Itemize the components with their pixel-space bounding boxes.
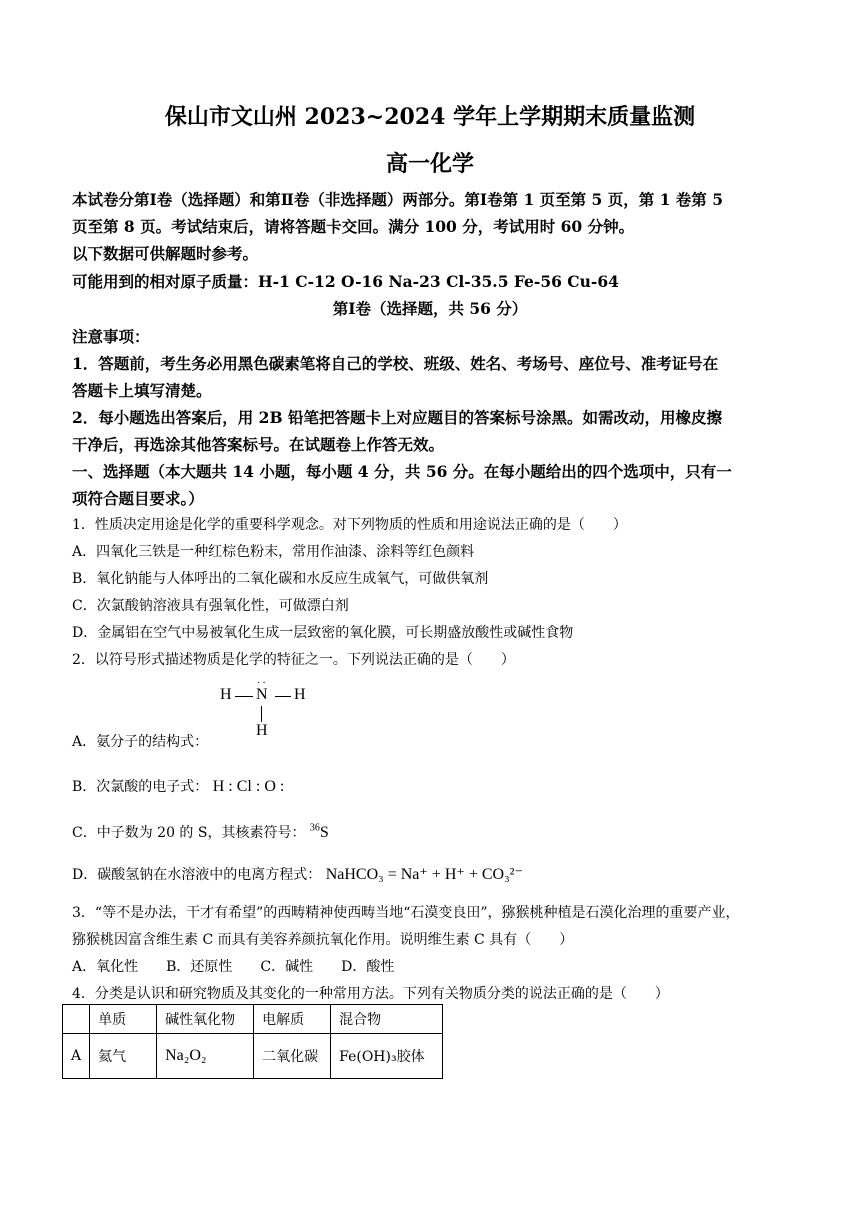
option-b-label: B．次氯酸的电子式： — [72, 779, 209, 795]
option-d — [72, 864, 802, 884]
nuclide-symbol — [310, 824, 329, 841]
intro-line: 以下数据可供解题时参考。 — [72, 244, 259, 263]
intro-line: 页至第 8 页。考试结束后，请将答题卡交回。满分 100 分，考试用时 60 分钟。 — [72, 217, 635, 236]
table-header-cell: 碱性氧化物 — [157, 1005, 254, 1034]
classification-table — [62, 1004, 443, 1079]
hydrogen-atom: H — [294, 686, 306, 703]
question-stem: 猕猴桃因富含维生素 C 而具有美容养颜抗氧化作用。说明维生素 C 具有（ ） — [72, 932, 574, 948]
nitrogen-atom: N — [256, 686, 268, 703]
question-stem: 1．性质决定用途是化学的重要科学观念。对下列物质的性质和用途说法正确的是（ ） — [72, 517, 627, 533]
table-cell: 氦气 — [90, 1034, 157, 1079]
hclo-electron-formula: H : Cl : O : — [212, 778, 285, 795]
intro-line: 本试卷分第Ⅰ卷（选择题）和第Ⅱ卷（非选择题）两部分。第Ⅰ卷第 1 页至第 5 页，第 1 卷第 5 — [72, 190, 723, 209]
ionization-equation: NaHCO₃ = Na⁺ + H⁺ + CO₃²⁻ — [325, 866, 523, 883]
option-d-label: D．碳酸氢钠在水溶液中的电离方程式： — [72, 867, 322, 883]
note-item: 答题卡上填写清楚。 — [72, 381, 212, 400]
table-cell: 二氧化碳 — [254, 1034, 331, 1079]
option-a: A．氨分子的结构式： — [72, 734, 209, 750]
table-header-cell: 单质 — [90, 1005, 157, 1034]
option-c-label: C．中子数为 20 的 S，其核素符号： — [72, 825, 306, 841]
note-item: 2．每小题选出答案后，用 2B 铅笔把答题卡上对应题目的答案标号涂黑。如需改动，用橡皮擦 — [72, 408, 722, 427]
option-d: D．金属铝在空气中易被氧化生成一层致密的氧化膜，可长期盛放酸性或碱性食物 — [72, 625, 574, 641]
note-item: 干净后，再选涂其他答案标号。在试题卷上作答无效。 — [72, 435, 445, 454]
exam-subject: 高一化学 — [385, 151, 474, 177]
note-item: 1．答题前，考生务必用黑色碳素笔将自己的学校、班级、姓名、考场号、座位号、准考证号在 — [72, 354, 719, 373]
options-row: A．氧化性 B．还原性 C．碱性 D．酸性 — [72, 959, 395, 975]
option-a: A．四氧化三铁是一种红棕色粉末，常用作油漆、涂料等红色颜料 — [72, 544, 475, 560]
table-header-cell: 电解质 — [254, 1005, 331, 1034]
option-c: C．次氯酸钠溶液具有强氧化性，可做漂白剂 — [72, 598, 349, 614]
part-instructions: 一、选择题（本大题共 14 小题，每小题 4 分，共 56 分。在每小题给出的四个选项中，只有一 — [72, 462, 732, 481]
element-symbol: S — [319, 824, 329, 841]
mass-number: 36 — [309, 822, 320, 834]
question-stem: 2．以符号形式描述物质是化学的特征之一。下列说法正确的是（ ） — [72, 652, 515, 668]
question-stem: 3．“等不是办法，干才有希望”的西畴精神使西畴当地“石漠变良田”，猕猴桃种植是石漠化治理的重要产业， — [72, 905, 740, 921]
table-cell: A — [63, 1034, 90, 1079]
hydrogen-atom: H — [220, 686, 232, 703]
part-instructions: 项符合题目要求。） — [72, 489, 204, 508]
option-b — [72, 776, 802, 796]
section-heading: 第Ⅰ卷（选择题，共 56 分） — [332, 299, 528, 318]
table-header-cell — [63, 1005, 90, 1034]
table-header-row — [63, 1005, 443, 1034]
table-row — [63, 1034, 443, 1079]
hydrogen-atom: H — [256, 722, 268, 739]
exam-title: 保山市文山州 2023~2024 学年上学期期末质量监测 — [164, 104, 696, 130]
ammonia-structural-formula: H N ·· H H — [220, 678, 306, 739]
table-cell: Fe(OH)₃胶体 — [331, 1034, 443, 1079]
table-cell: Na₂O₂ — [157, 1034, 254, 1079]
option-b: B．氧化钠能与人体呼出的二氧化碳和水反应生成氧气，可做供氧剂 — [72, 571, 489, 587]
atomic-mass-line: 可能用到的相对原子质量：H-1 C-12 O-16 Na-23 Cl-35.5 Fe-56 Cu-64 — [72, 272, 619, 291]
notes-heading: 注意事项： — [72, 327, 150, 346]
question-stem: 4．分类是认识和研究物质及其变化的一种常用方法。下列有关物质分类的说法正确的是（ ） — [72, 986, 669, 1002]
table-header-cell: 混合物 — [331, 1005, 443, 1034]
option-c — [72, 822, 802, 842]
